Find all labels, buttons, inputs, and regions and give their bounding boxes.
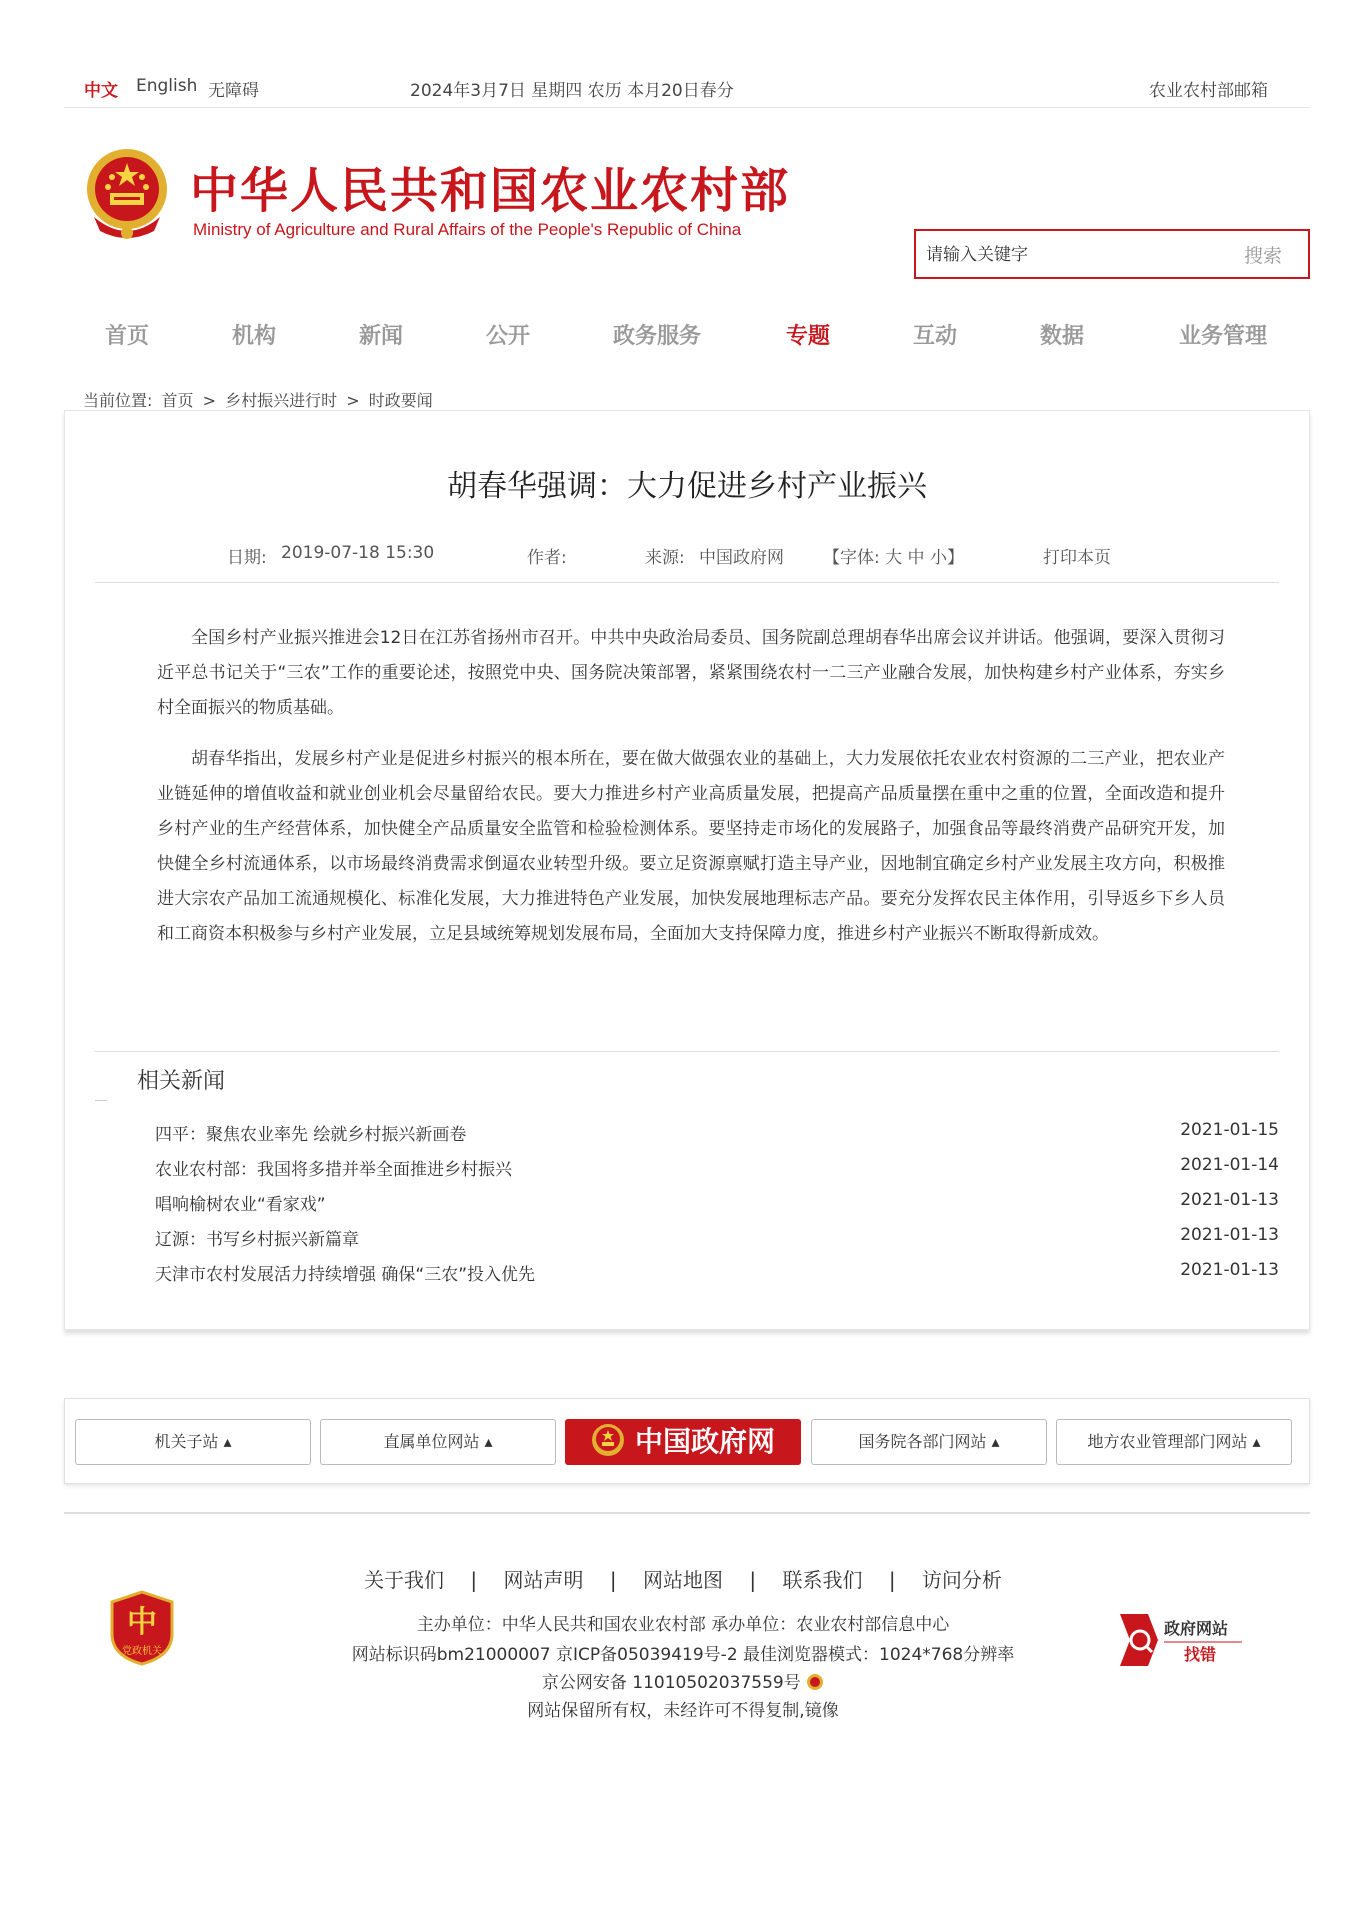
related-news-heading: 相关新闻 <box>137 1069 226 1094</box>
related-news-date: 2021-01-13 <box>1180 1260 1279 1280</box>
related-news-date: 2021-01-13 <box>1180 1190 1279 1210</box>
breadcrumb-rural-revitalization[interactable]: 乡村振兴进行时 <box>225 391 338 410</box>
list-item <box>155 1225 1279 1260</box>
footer-divider <box>64 1512 1310 1514</box>
svg-text:中: 中 <box>127 1605 157 1640</box>
local-agri-sites-dropdown[interactable]: 地方农业管理部门网站 ▴ <box>1056 1419 1292 1465</box>
footer-separator: | <box>470 1568 478 1592</box>
search-box <box>914 229 1310 279</box>
nav-item-business[interactable]: 业务管理 <box>1179 324 1268 349</box>
related-news-link[interactable]: 天津市农村发展活力持续增强 确保“三农”投入优先 <box>155 1265 536 1285</box>
footer-police-record[interactable] <box>0 1668 1366 1693</box>
gov-portal-button[interactable] <box>565 1419 801 1465</box>
site-subtitle: Ministry of Agriculture and Rural Affairs of the People's Republic of China <box>193 220 742 239</box>
related-news-link[interactable]: 四平：聚焦农业率先 绘就乡村振兴新画卷 <box>155 1125 467 1145</box>
top-bar <box>64 68 1310 108</box>
article-meta <box>95 543 1279 583</box>
nav-item-home[interactable]: 首页 <box>105 324 150 349</box>
footer-separator: | <box>888 1568 896 1592</box>
article-body <box>157 621 1225 968</box>
footer-copyright: 网站保留所有权，未经许可不得复制,镜像 <box>527 1701 839 1721</box>
article-paragraph: 全国乡村产业振兴推进会12日在江苏省扬州市召开。中共中央政治局委员、国务院副总理胡春华出席会议并讲话。他强调，要深入贯彻习近平总书记关于“三农”工作的重要论述，按照党中央、国务院决策部署，紧紧围绕农村一二三产业融合发展，加快构建乡村产业体系，夯实乡村全面振兴的物质基础。 <box>157 628 1225 718</box>
sub-sites-dropdown[interactable]: 机关子站 ▴ <box>75 1419 311 1465</box>
svg-text:党政机关: 党政机关 <box>122 1646 162 1657</box>
main-nav <box>64 305 1310 365</box>
accessibility-link[interactable]: 无障碍 <box>208 81 259 101</box>
breadcrumb <box>83 388 437 411</box>
article-paragraph: 胡春华指出，发展乡村产业是促进乡村振兴的根本所在，要在做大做强农业的基础上，大力发展依托农业农村资源的二三产业，把农业产业链延伸的增值收益和就业创业机会尽量留给农民。要大力推进乡村产业高质量发展，把提高产品质量摆在重中之重的位置，全面改造和提升乡村产业的生产经营体系，加快健全产品质量安全监管和检验检测体系。要坚持走市场化的发展路子，加强食品等最终消费产品研究开发，加快健全乡村流通体系，以市场最终消费需求倒逼农业转型升级。要立足资源禀赋打造主导产业，因地制宜确定乡村产业发展主攻方向，积极推进大宗农产品加工流通规模化、标准化发展，大力推进特色产业发展，加快发展地理标志产品。要充分发挥农民主体作用，引导返乡下乡人员和工商资本积极参与乡村产业发展，立足县域统筹规划发展布局，全面加大支持保障力度，推进乡村产业振兴不断取得新成效。 <box>157 749 1225 944</box>
article-source: 中国政府网 <box>699 548 784 568</box>
nav-item-news[interactable]: 新闻 <box>359 324 404 349</box>
footer-link-contact[interactable]: 联系我们 <box>782 1568 863 1592</box>
ministry-mail-link[interactable]: 农业农村部邮箱 <box>1149 81 1268 101</box>
search-input[interactable] <box>926 243 1206 267</box>
article-container <box>64 410 1310 1330</box>
nav-item-data[interactable]: 数据 <box>1040 324 1085 349</box>
print-button[interactable]: 打印本页 <box>1043 548 1111 568</box>
affiliated-sites-dropdown[interactable]: 直属单位网站 ▴ <box>320 1419 556 1465</box>
related-news-date: 2021-01-15 <box>1180 1120 1279 1140</box>
site-title[interactable]: 中华人民共和国农业农村部 <box>190 163 791 219</box>
gov-portal-label: 中国政府网 <box>634 1425 775 1458</box>
related-news-link[interactable]: 唱响榆树农业“看家戏” <box>155 1195 326 1215</box>
state-council-sites-dropdown[interactable]: 国务院各部门网站 ▴ <box>811 1419 1047 1465</box>
breadcrumb-separator: > <box>202 391 217 410</box>
footer-links <box>0 1564 1366 1593</box>
date-label: 日期: <box>227 548 267 568</box>
gov-site-error-finder-icon[interactable] <box>1118 1610 1244 1668</box>
national-emblem-icon <box>591 1423 625 1457</box>
related-news-link[interactable]: 辽源：书写乡村振兴新篇章 <box>155 1230 359 1250</box>
related-news-date: 2021-01-14 <box>1180 1155 1279 1175</box>
source-label: 来源: <box>645 548 685 568</box>
nav-item-gov-services[interactable]: 政务服务 <box>613 324 702 349</box>
article-title: 胡春华强调：大力促进乡村产业振兴 <box>447 469 927 504</box>
svg-text:政府网站: 政府网站 <box>1164 1619 1229 1638</box>
related-news <box>95 1051 1279 1285</box>
lang-english-link[interactable]: English <box>136 76 198 96</box>
article-date: 2019-07-18 15:30 <box>281 543 435 563</box>
national-emblem-icon[interactable] <box>84 147 170 245</box>
related-sites-bar <box>64 1398 1310 1484</box>
police-record-text: 京公网安备 11010502037559号 <box>541 1673 801 1693</box>
list-item <box>155 1155 1279 1190</box>
related-news-list <box>155 1120 1279 1295</box>
breadcrumb-home[interactable]: 首页 <box>161 391 194 410</box>
related-news-date: 2021-01-13 <box>1180 1225 1279 1245</box>
footer-separator: | <box>749 1568 757 1592</box>
footer-link-about[interactable]: 关于我们 <box>364 1568 445 1592</box>
footer-link-sitemap[interactable]: 网站地图 <box>643 1568 723 1592</box>
breadcrumb-current-affairs[interactable]: 时政要闻 <box>368 391 433 410</box>
nav-item-topics[interactable]: 专题 <box>786 324 831 349</box>
footer-link-statement[interactable]: 网站声明 <box>503 1568 584 1592</box>
list-item <box>155 1120 1279 1155</box>
lang-chinese-link[interactable]: 中文 <box>84 81 118 101</box>
svg-text:找错: 找错 <box>1184 1645 1217 1664</box>
nav-item-interaction[interactable]: 互动 <box>913 324 958 349</box>
footer-link-analytics[interactable]: 访问分析 <box>921 1568 1002 1592</box>
list-item <box>155 1260 1279 1295</box>
breadcrumb-separator: > <box>346 391 360 410</box>
footer-separator: | <box>609 1568 617 1592</box>
list-item <box>155 1190 1279 1225</box>
nav-item-organization[interactable]: 机构 <box>232 324 277 349</box>
search-button[interactable]: 搜索 <box>1243 245 1282 267</box>
footer-sponsor: 主办单位：中华人民共和国农业农村部 承办单位：农业农村部信息中心 <box>416 1615 950 1635</box>
related-news-link[interactable]: 农业农村部：我国将多措并举全面推进乡村振兴 <box>155 1160 512 1180</box>
police-badge-icon <box>806 1673 824 1691</box>
nav-item-public[interactable]: 公开 <box>486 324 531 349</box>
font-size-switcher[interactable]: 【字体: 大 中 小】 <box>823 548 964 568</box>
footer-icp: 网站标识码bm21000007 京ICP备05039419号-2 最佳浏览器模式：1024*768分辨率 <box>351 1645 1015 1665</box>
breadcrumb-prefix: 当前位置: <box>83 391 153 410</box>
author-label: 作者: <box>527 548 567 568</box>
heading-divider <box>95 1100 107 1101</box>
current-date: 2024年3月7日 星期四 农历 本月20日春分 <box>410 81 734 101</box>
